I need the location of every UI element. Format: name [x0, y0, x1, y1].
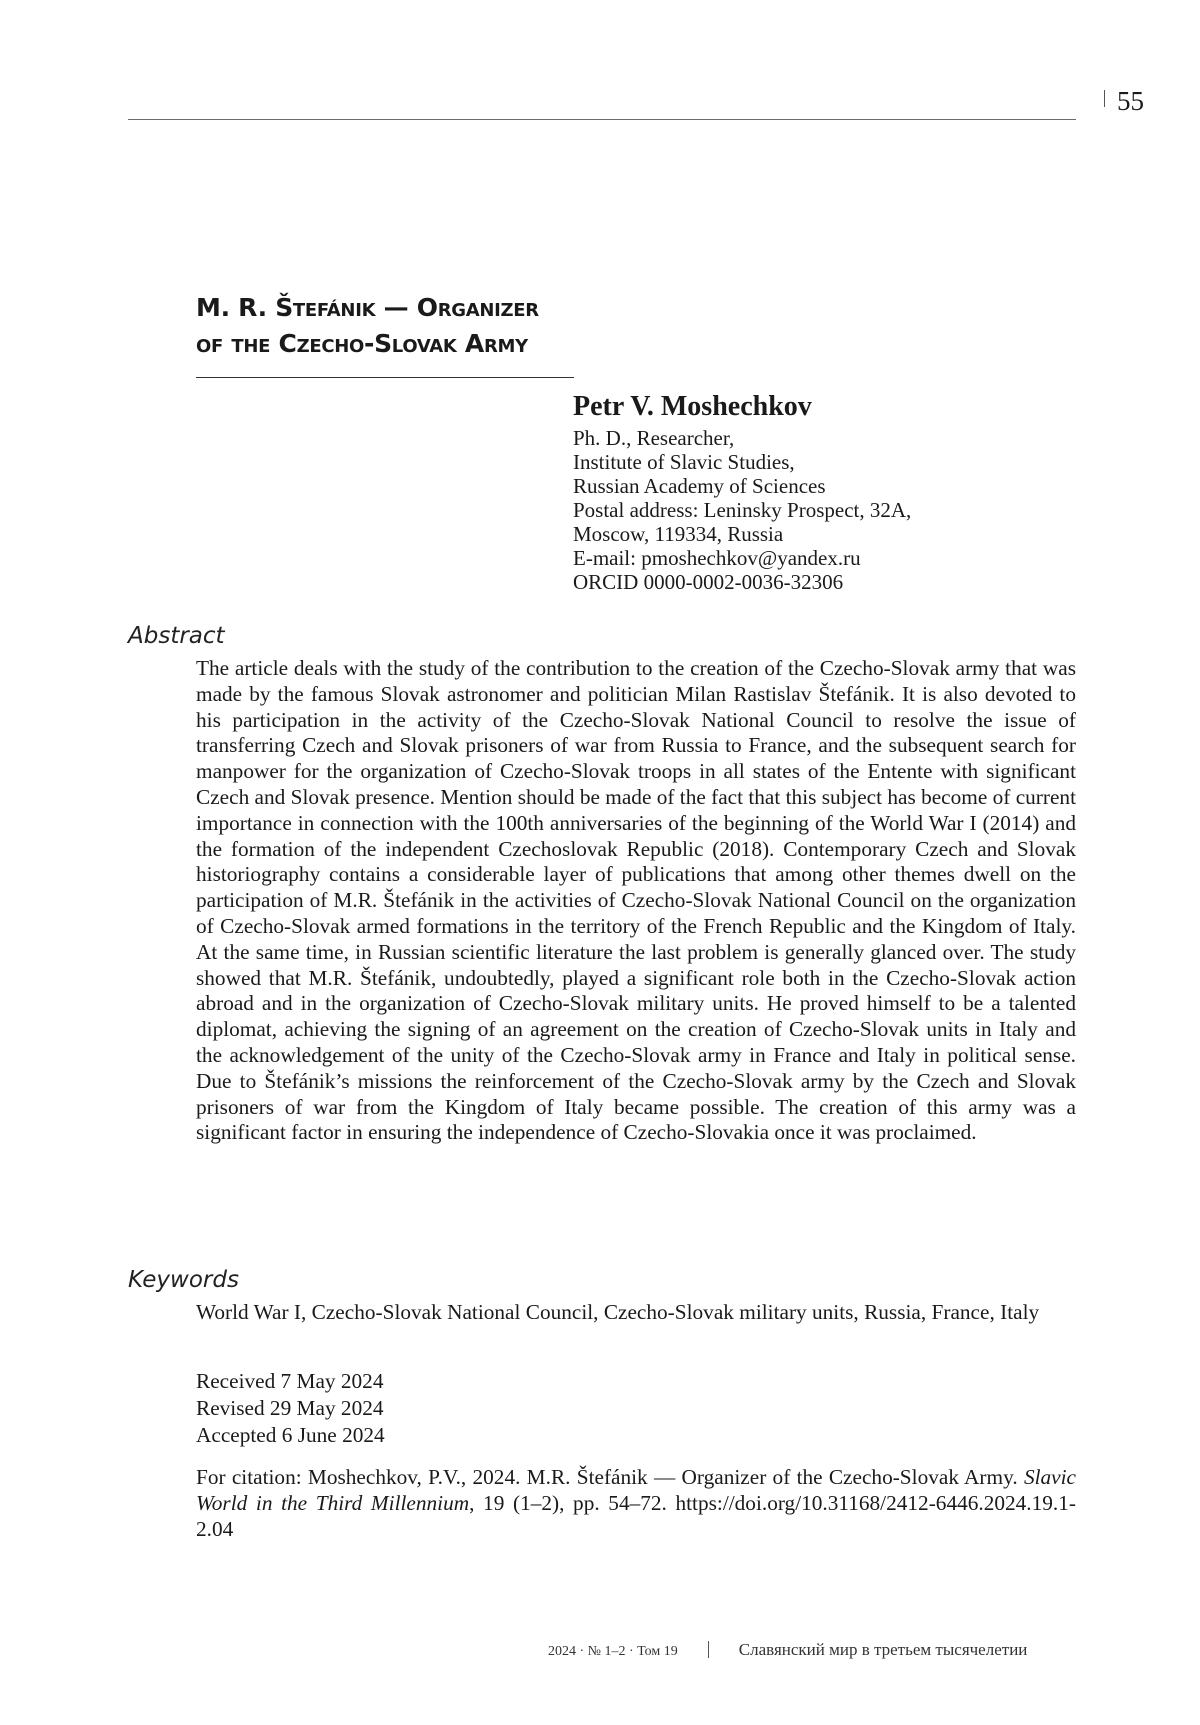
abstract-heading: Abstract	[128, 623, 225, 649]
citation-journal: Slavic World in the Third Millennium	[196, 1465, 1076, 1515]
abstract-text: The article deals with the study of the contribution to the creation of the Czecho-Slovak army that was made by the famous Slovak astronomer and politician Milan Rastislav Štefánik. It is also devoted to his participation in the activity of the Czecho-Slovak National Council to resolve the issue of transferring Czech and Slovak prisoners of war from Russia to France, and the subsequent search for manpower for the organization of Czecho-Slovak troops in all states of the Entente with significant Czech and Slovak presence. Mention should be made of the fact that this subject has become of current importance in connection with the 100th anniversaries of the beginning of the World War I (2014) and the formation of the independent Czechoslovak Republic (2018). Contemporary Czech and Slovak historiography contains a considerable layer of publications that among other themes dwell on the participation of M.R. Štefánik in the activities of Czecho-Slovak National Council on the organization of Czecho-Slovak armed formations in the territory of the French Republic and the Kingdom of Italy. At the same time, in Russian scientific literature the last problem is generally glanced over. The study showed that M.R. Štefánik, undoubtedly, played a significant role both in the Czecho-Slovak action abroad and in the organization of Czecho-Slovak military units. He proved himself to be a talented diplomat, achieving the signing of an agreement on the creation of Czecho-Slovak units in Italy and the acknowledgement of the unity of the Czecho-Slovak army in France and Italy in political sense. Due to Štefánik’s missions the reinforcement of the Czecho-Slovak army by the Czech and Slovak prisoners of war from the Kingdom of Italy became possible. The creation of this army was a significant factor in ensuring the independence of Czecho-Slovakia once it was proclaimed.	[196, 656, 1076, 1145]
author-position: Ph. D., Researcher,	[573, 426, 735, 450]
footer-divider	[708, 1641, 709, 1658]
article-dates	[196, 1368, 1076, 1449]
received-date: Received 7 May 2024	[196, 1369, 384, 1393]
footer-issue: 2024 · № 1–2 · Том 19	[548, 1644, 678, 1659]
page-number: 55	[1117, 86, 1144, 116]
author-city: Moscow, 119334, Russia	[573, 522, 784, 546]
accepted-date: Accepted 6 June 2024	[196, 1423, 385, 1447]
header-rule	[128, 119, 1076, 120]
article-title-line-1: M. R. Štefánik — Organizer	[196, 293, 539, 322]
author-academy: Russian Academy of Sciences	[573, 474, 826, 498]
author-institute: Institute of Slavic Studies,	[573, 450, 795, 474]
author-email[interactable]: E-mail: pmoshechkov@yandex.ru	[573, 546, 861, 570]
title-rule	[196, 377, 574, 378]
article-title-line-2: of the Czecho-Slovak Army	[196, 329, 528, 358]
page-footer	[548, 1640, 1027, 1662]
author-postal-address: Postal address: Leninsky Prospect, 32A,	[573, 498, 912, 522]
author-name: Petr V. Moshechkov	[573, 391, 812, 422]
keywords-text: World War I, Czecho-Slovak National Council, Czecho-Slovak military units, Russia, France, Italy	[196, 1300, 1040, 1324]
citation	[196, 1465, 1076, 1542]
citation-doi[interactable]: , 19 (1–2), pp. 54–72. https://doi.org/10.31168/2412-6446.2024.19.1-2.04	[196, 1490, 1076, 1541]
page-number-divider	[1104, 90, 1105, 107]
citation-prefix: For citation: Moshechkov, P.V., 2024. M.R. Štefánik — Organizer of the Czecho-Slovak Army.	[196, 1465, 1024, 1489]
footer-journal: Славянский мир в третьем тысячелетии	[738, 1640, 1028, 1659]
revised-date: Revised 29 May 2024	[196, 1396, 384, 1420]
article-title	[196, 290, 996, 362]
keywords-heading: Keywords	[128, 1267, 239, 1293]
author-orcid: ORCID 0000-0002-0036-32306	[573, 570, 844, 594]
author-block	[573, 390, 1133, 594]
